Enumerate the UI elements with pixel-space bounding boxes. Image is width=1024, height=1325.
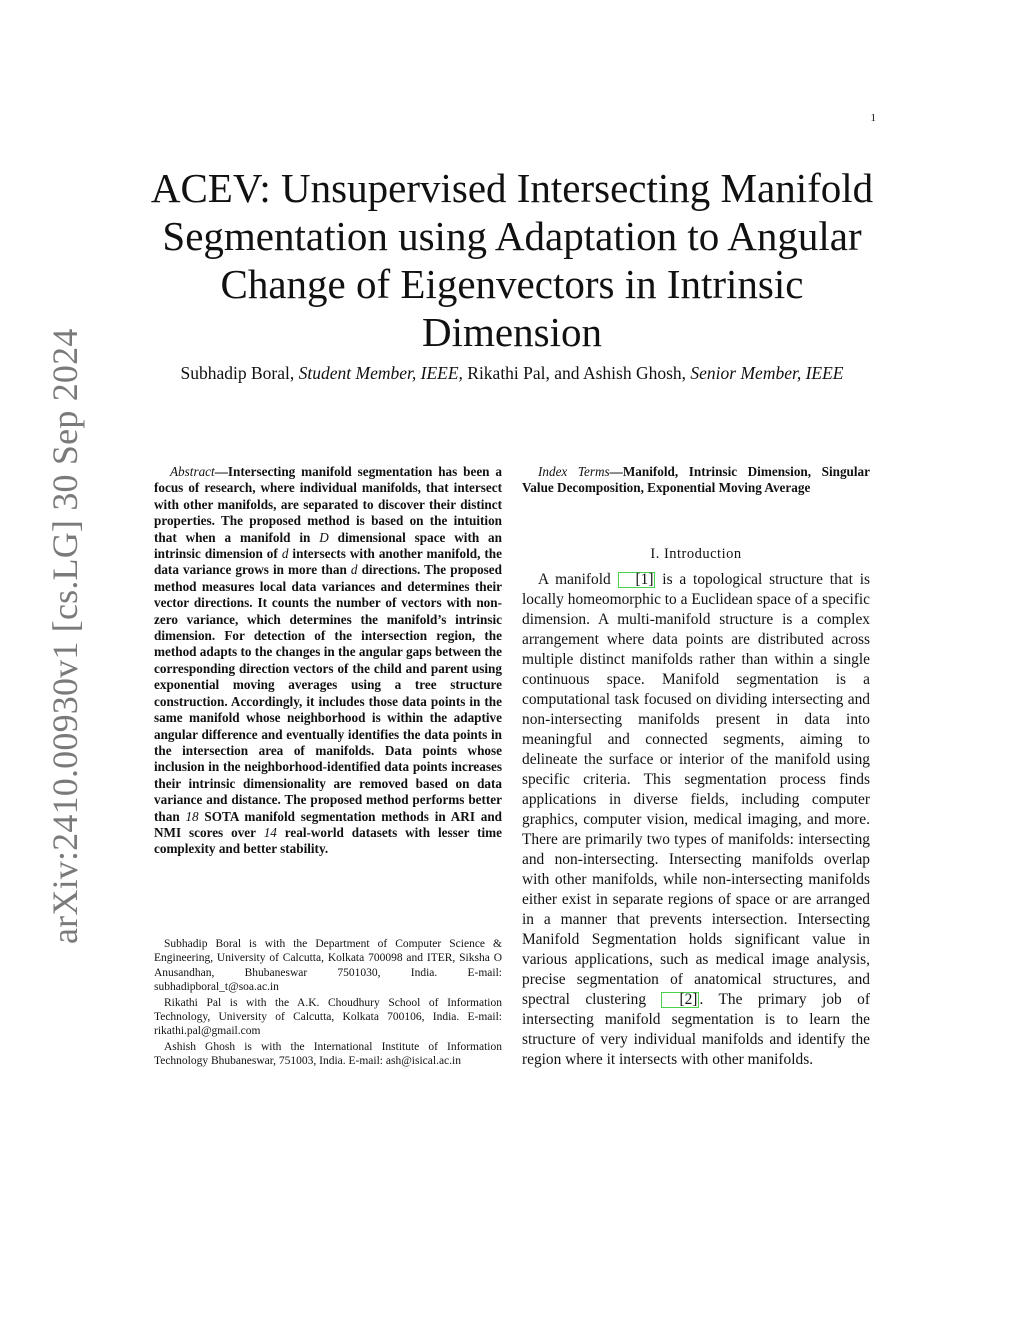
abstract-text: real-world datasets with lesser time complexity and better stability. [154,824,503,857]
paper-title: ACEV: Unsupervised Intersecting Manifold Segmentation using Adaptation to Angular Change of Eigenvectors in Intrinsic Dimension [150,165,874,355]
abstract-text: directions. The proposed method measures local data variances and determines their vector directions. It counts the number of vectors with non-zero variance, which determines the manifold’s intrinsic dimension. For detection of the intersection region, the method adapts to the changes in the angular gaps between the corresponding direction vectors of the child and parent using exponential moving averages using a tree structure construction. Accordingly, it includes those data points in the same manifold whose neighborhood is within the adaptive angular difference and eventually identifies the data points in the intersection area of manifolds. Data points whose inclusion in the neighborhood-identified data points increases their intrinsic dimensionality are removed based on data variance and distance. The proposed method performs better than [154,562,502,824]
page-number: 1 [870,112,876,124]
author-1: Subhadip Boral, [180,363,299,383]
author-1-role: Student Member, IEEE, [298,363,463,383]
footnote-ghosh: Ashish Ghosh is with the International Institute of Information Technology Bhubaneswar, 751003, India. E-mail: ash@isical.ac.in [154,1040,502,1068]
arxiv-identifier[interactable]: arXiv:2410.00930v1 [cs.LG] 30 Sep 2024 [45,328,85,944]
section-heading-introduction: I. Introduction [650,546,742,562]
math-number: 18 [185,808,199,824]
author-2-3: Rikathi Pal, and Ashish Ghosh, [462,363,691,383]
abstract-text: —Intersecting manifold segmentation has been a focus of research, where individual manifolds, that intersect with other manifolds, are separated to discover their distinct properties. The proposed method is based on the intuition that when a manifold in [154,464,502,545]
author-3-role: Senior Member, IEEE [690,363,844,383]
footnote-boral: Subhadip Boral is with the Department of Computer Science & Engineering, University of Calcutta, Kolkata 700098 and ITER, Siksha O Anusandhan, Bhubaneswar 7501030, India. E-mail: subhadipboral_t@soa.ac.in [154,938,502,994]
index-terms-text: —Manifold, Intrinsic Dimension, Singular Value Decomposition, Exponential Moving Average [522,464,870,496]
intro-text: . The primary job of intersecting manifold segmentation is to learn the structure of very individual manifolds and identify the region where it intersects with other manifolds. [522,991,870,1068]
intro-text: is a topological structure that is locally homeomorphic to a Euclidean space of a specific dimension. A multi-manifold structure is a complex arrangement where data points are distributed across multiple distinct manifolds rather than within a single continuous space. Manifold segmentation is a computational task focused on dividing intersecting and non-intersecting manifolds present in data into meaningful and connected segments, aiming to delineate the surface or interior of the manifold using specific criteria. This segmentation process finds applications in diverse fields, including computer graphics, computer vision, medical imaging, and more. There are primarily two types of manifolds: intersecting and non-intersecting. Intersecting manifolds overlap with other manifolds, while non-intersecting manifolds either exist in separate regions of space or are arranged in a manner that prevents intersection. Intersecting Manifold Segmentation holds significant value in various applications, such as medical image analysis, precise segmentation of anatomical structures, and spectral clustering [522,571,870,1008]
math-symbol: d [350,562,358,578]
citation-link[interactable]: [2] [661,992,699,1008]
index-terms-label: Index Terms [538,464,610,479]
intro-text: A manifold [538,571,618,588]
abstract-text: SOTA manifold segmentation methods in ARI and NMI scores over [154,808,502,840]
author-footnotes [154,937,502,1070]
index-terms [522,464,870,497]
math-number: 14 [263,824,277,840]
math-symbol: D [319,529,329,545]
footnote-pal: Rikathi Pal is with the A.K. Choudhury School of Information Technology, University of Calcutta, Kolkata 700106, India. E-mail: rikathi.pal@gmail.com [154,996,502,1038]
introduction-paragraph [522,570,870,1070]
citation-link[interactable]: [1] [618,572,656,588]
abstract [154,464,502,858]
math-symbol: d [281,546,289,562]
abstract-text: intersects with another manifold, the data variance grows in more than [154,546,502,578]
abstract-text: dimensional space with an intrinsic dimension of [154,529,502,562]
author-list [140,363,884,384]
abstract-label: Abstract [170,464,215,479]
